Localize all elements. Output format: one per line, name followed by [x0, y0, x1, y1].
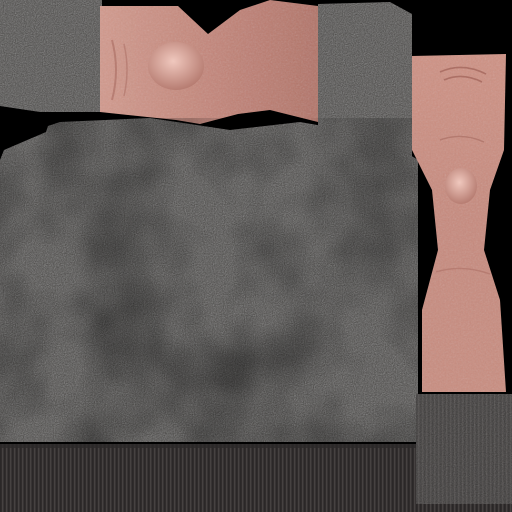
sleeve-top-fabric-left	[0, 0, 102, 112]
torso-body	[0, 118, 418, 442]
sleeve-cuff-right	[416, 394, 512, 512]
nail-right	[445, 168, 477, 204]
thumb-nail-top	[148, 42, 204, 90]
torso-hem-rib	[0, 444, 418, 512]
